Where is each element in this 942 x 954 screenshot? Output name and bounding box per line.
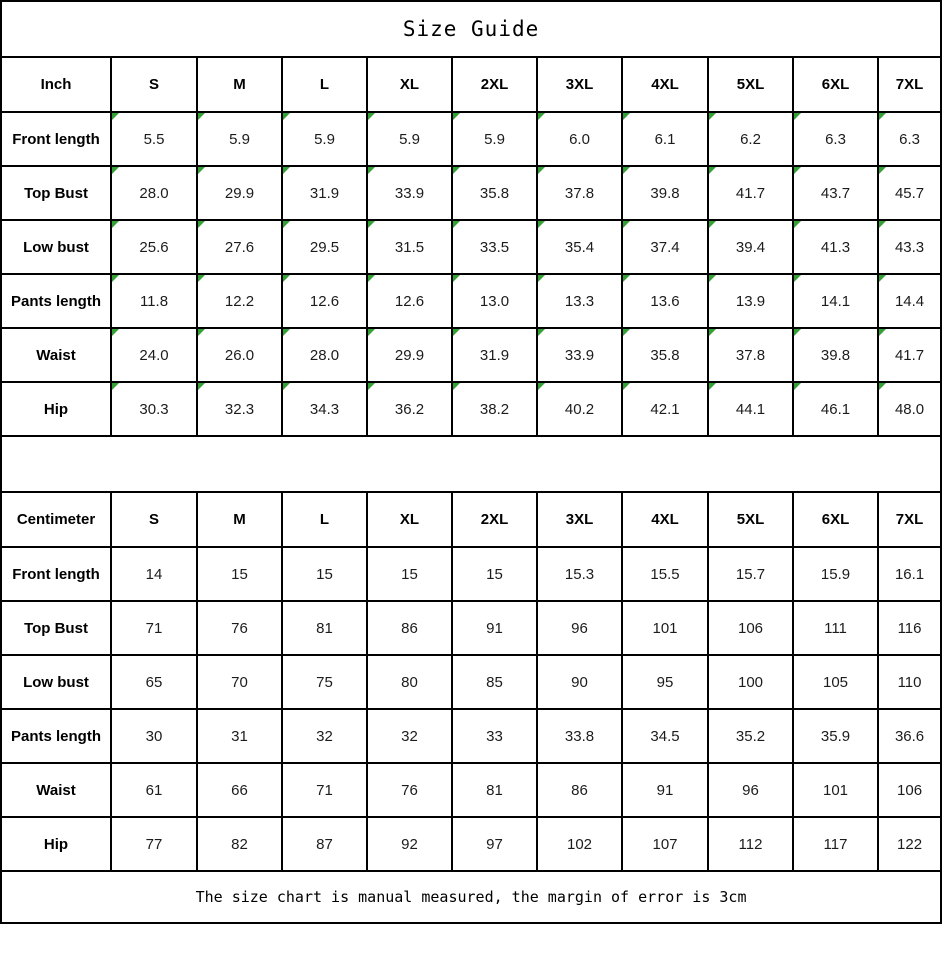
- footer-note: The size chart is manual measured, the margin of error is 3cm: [1, 871, 941, 923]
- measurement-label: Front length: [1, 547, 111, 601]
- measurement-value-cell: 32: [367, 709, 452, 763]
- measurement-value-cell: 117: [793, 817, 878, 871]
- measurement-value-cell: 65: [111, 655, 197, 709]
- measurement-value-cell: 35.9: [793, 709, 878, 763]
- measurement-value-cell: 15: [452, 547, 537, 601]
- measurement-value-cell: 6.3: [878, 112, 941, 166]
- measurement-value-cell: 32.3: [197, 382, 282, 436]
- measurement-value-cell: 40.2: [537, 382, 622, 436]
- measurement-value-cell: 43.7: [793, 166, 878, 220]
- measurement-value-cell: 33.9: [537, 328, 622, 382]
- size-column-header: L: [282, 492, 367, 547]
- size-column-header: L: [282, 57, 367, 112]
- measurement-value-cell: 15.3: [537, 547, 622, 601]
- measurement-value-cell: 91: [452, 601, 537, 655]
- measurement-row: [1, 763, 941, 817]
- measurement-value-cell: 31.9: [452, 328, 537, 382]
- measurement-row: [1, 817, 941, 871]
- measurement-value-cell: 41.7: [708, 166, 793, 220]
- measurement-value-cell: 106: [708, 601, 793, 655]
- measurement-value-cell: 13.3: [537, 274, 622, 328]
- measurement-value-cell: 25.6: [111, 220, 197, 274]
- measurement-label: Top Bust: [1, 601, 111, 655]
- measurement-value-cell: 44.1: [708, 382, 793, 436]
- measurement-label: Hip: [1, 817, 111, 871]
- measurement-value-cell: 46.1: [793, 382, 878, 436]
- measurement-value-cell: 101: [793, 763, 878, 817]
- measurement-row: [1, 601, 941, 655]
- measurement-value-cell: 85: [452, 655, 537, 709]
- size-column-header: M: [197, 57, 282, 112]
- measurement-value-cell: 95: [622, 655, 708, 709]
- measurement-value-cell: 43.3: [878, 220, 941, 274]
- measurement-value-cell: 29.5: [282, 220, 367, 274]
- measurement-value-cell: 116: [878, 601, 941, 655]
- measurement-value-cell: 33.5: [452, 220, 537, 274]
- measurement-value-cell: 110: [878, 655, 941, 709]
- measurement-value-cell: 37.8: [537, 166, 622, 220]
- measurement-value-cell: 70: [197, 655, 282, 709]
- measurement-value-cell: 28.0: [111, 166, 197, 220]
- measurement-value-cell: 33: [452, 709, 537, 763]
- measurement-value-cell: 5.9: [197, 112, 282, 166]
- measurement-value-cell: 97: [452, 817, 537, 871]
- measurement-value-cell: 33.9: [367, 166, 452, 220]
- measurement-value-cell: 31: [197, 709, 282, 763]
- measurement-row: [1, 382, 941, 436]
- measurement-value-cell: 66: [197, 763, 282, 817]
- measurement-value-cell: 48.0: [878, 382, 941, 436]
- measurement-value-cell: 82: [197, 817, 282, 871]
- inch-table-section: [1, 57, 941, 436]
- measurement-value-cell: 14.4: [878, 274, 941, 328]
- measurement-value-cell: 13.9: [708, 274, 793, 328]
- measurement-row: [1, 112, 941, 166]
- measurement-value-cell: 31.5: [367, 220, 452, 274]
- centimeter-table-section: [1, 492, 941, 871]
- measurement-value-cell: 86: [367, 601, 452, 655]
- measurement-value-cell: 5.9: [367, 112, 452, 166]
- measurement-value-cell: 101: [622, 601, 708, 655]
- measurement-value-cell: 34.3: [282, 382, 367, 436]
- measurement-value-cell: 41.3: [793, 220, 878, 274]
- footer-section: [1, 871, 941, 923]
- measurement-value-cell: 80: [367, 655, 452, 709]
- measurement-value-cell: 35.8: [452, 166, 537, 220]
- unit-label: Centimeter: [1, 492, 111, 547]
- measurement-value-cell: 35.2: [708, 709, 793, 763]
- measurement-value-cell: 61: [111, 763, 197, 817]
- measurement-row: [1, 709, 941, 763]
- size-column-header: S: [111, 57, 197, 112]
- measurement-value-cell: 30.3: [111, 382, 197, 436]
- measurement-value-cell: 12.6: [282, 274, 367, 328]
- measurement-value-cell: 15.7: [708, 547, 793, 601]
- measurement-value-cell: 42.1: [622, 382, 708, 436]
- size-column-header: 6XL: [793, 492, 878, 547]
- size-column-header: XL: [367, 57, 452, 112]
- measurement-value-cell: 92: [367, 817, 452, 871]
- measurement-value-cell: 34.5: [622, 709, 708, 763]
- measurement-value-cell: 15: [282, 547, 367, 601]
- size-column-header: M: [197, 492, 282, 547]
- size-column-header: 6XL: [793, 57, 878, 112]
- measurement-value-cell: 6.2: [708, 112, 793, 166]
- measurement-value-cell: 26.0: [197, 328, 282, 382]
- size-column-header: 5XL: [708, 492, 793, 547]
- measurement-label: Front length: [1, 112, 111, 166]
- measurement-label: Low bust: [1, 655, 111, 709]
- title-section: [1, 1, 941, 57]
- footer-row: [1, 871, 941, 923]
- measurement-value-cell: 28.0: [282, 328, 367, 382]
- size-header-row: [1, 57, 941, 112]
- measurement-value-cell: 122: [878, 817, 941, 871]
- measurement-value-cell: 41.7: [878, 328, 941, 382]
- measurement-value-cell: 81: [282, 601, 367, 655]
- measurement-value-cell: 36.6: [878, 709, 941, 763]
- measurement-value-cell: 15.5: [622, 547, 708, 601]
- size-column-header: 2XL: [452, 492, 537, 547]
- measurement-value-cell: 5.9: [452, 112, 537, 166]
- measurement-value-cell: 14: [111, 547, 197, 601]
- measurement-value-cell: 81: [452, 763, 537, 817]
- measurement-value-cell: 39.8: [622, 166, 708, 220]
- measurement-label: Top Bust: [1, 166, 111, 220]
- measurement-row: [1, 274, 941, 328]
- table-gap-row: [1, 436, 941, 492]
- size-column-header: 4XL: [622, 57, 708, 112]
- measurement-value-cell: 35.4: [537, 220, 622, 274]
- measurement-value-cell: 45.7: [878, 166, 941, 220]
- measurement-value-cell: 107: [622, 817, 708, 871]
- measurement-label: Pants length: [1, 274, 111, 328]
- measurement-value-cell: 15: [197, 547, 282, 601]
- size-column-header: 5XL: [708, 57, 793, 112]
- measurement-row: [1, 328, 941, 382]
- measurement-label: Waist: [1, 763, 111, 817]
- measurement-label: Hip: [1, 382, 111, 436]
- measurement-value-cell: 76: [197, 601, 282, 655]
- measurement-value-cell: 39.4: [708, 220, 793, 274]
- measurement-value-cell: 13.0: [452, 274, 537, 328]
- measurement-value-cell: 15: [367, 547, 452, 601]
- measurement-value-cell: 29.9: [367, 328, 452, 382]
- measurement-value-cell: 96: [537, 601, 622, 655]
- measurement-value-cell: 106: [878, 763, 941, 817]
- measurement-value-cell: 6.1: [622, 112, 708, 166]
- measurement-label: Low bust: [1, 220, 111, 274]
- measurement-value-cell: 90: [537, 655, 622, 709]
- measurement-label: Waist: [1, 328, 111, 382]
- empty-spacer-cell: [1, 436, 941, 492]
- size-column-header: 3XL: [537, 492, 622, 547]
- measurement-row: [1, 655, 941, 709]
- measurement-value-cell: 37.8: [708, 328, 793, 382]
- measurement-value-cell: 5.9: [282, 112, 367, 166]
- measurement-row: [1, 166, 941, 220]
- measurement-value-cell: 13.6: [622, 274, 708, 328]
- measurement-value-cell: 87: [282, 817, 367, 871]
- title-row: [1, 1, 941, 57]
- measurement-value-cell: 14.1: [793, 274, 878, 328]
- measurement-value-cell: 112: [708, 817, 793, 871]
- measurement-value-cell: 71: [282, 763, 367, 817]
- measurement-value-cell: 71: [111, 601, 197, 655]
- measurement-value-cell: 31.9: [282, 166, 367, 220]
- measurement-value-cell: 102: [537, 817, 622, 871]
- size-header-row: [1, 492, 941, 547]
- measurement-value-cell: 12.6: [367, 274, 452, 328]
- measurement-value-cell: 32: [282, 709, 367, 763]
- measurement-value-cell: 39.8: [793, 328, 878, 382]
- size-column-header: 7XL: [878, 492, 941, 547]
- measurement-value-cell: 6.0: [537, 112, 622, 166]
- measurement-value-cell: 15.9: [793, 547, 878, 601]
- measurement-value-cell: 77: [111, 817, 197, 871]
- size-column-header: S: [111, 492, 197, 547]
- measurement-row: [1, 547, 941, 601]
- measurement-value-cell: 37.4: [622, 220, 708, 274]
- measurement-value-cell: 35.8: [622, 328, 708, 382]
- measurement-value-cell: 96: [708, 763, 793, 817]
- measurement-value-cell: 105: [793, 655, 878, 709]
- measurement-value-cell: 30: [111, 709, 197, 763]
- size-column-header: 2XL: [452, 57, 537, 112]
- measurement-value-cell: 12.2: [197, 274, 282, 328]
- measurement-value-cell: 91: [622, 763, 708, 817]
- measurement-value-cell: 36.2: [367, 382, 452, 436]
- size-column-header: 4XL: [622, 492, 708, 547]
- measurement-value-cell: 33.8: [537, 709, 622, 763]
- measurement-value-cell: 6.3: [793, 112, 878, 166]
- page-title: Size Guide: [1, 1, 941, 57]
- size-column-header: 3XL: [537, 57, 622, 112]
- measurement-value-cell: 29.9: [197, 166, 282, 220]
- measurement-value-cell: 24.0: [111, 328, 197, 382]
- spacer-section: [1, 436, 941, 492]
- measurement-value-cell: 75: [282, 655, 367, 709]
- measurement-value-cell: 11.8: [111, 274, 197, 328]
- measurement-value-cell: 86: [537, 763, 622, 817]
- size-column-header: 7XL: [878, 57, 941, 112]
- measurement-value-cell: 38.2: [452, 382, 537, 436]
- measurement-value-cell: 76: [367, 763, 452, 817]
- size-column-header: XL: [367, 492, 452, 547]
- measurement-value-cell: 100: [708, 655, 793, 709]
- measurement-value-cell: 111: [793, 601, 878, 655]
- unit-label: Inch: [1, 57, 111, 112]
- measurement-value-cell: 16.1: [878, 547, 941, 601]
- measurement-row: [1, 220, 941, 274]
- measurement-value-cell: 5.5: [111, 112, 197, 166]
- measurement-value-cell: 27.6: [197, 220, 282, 274]
- measurement-label: Pants length: [1, 709, 111, 763]
